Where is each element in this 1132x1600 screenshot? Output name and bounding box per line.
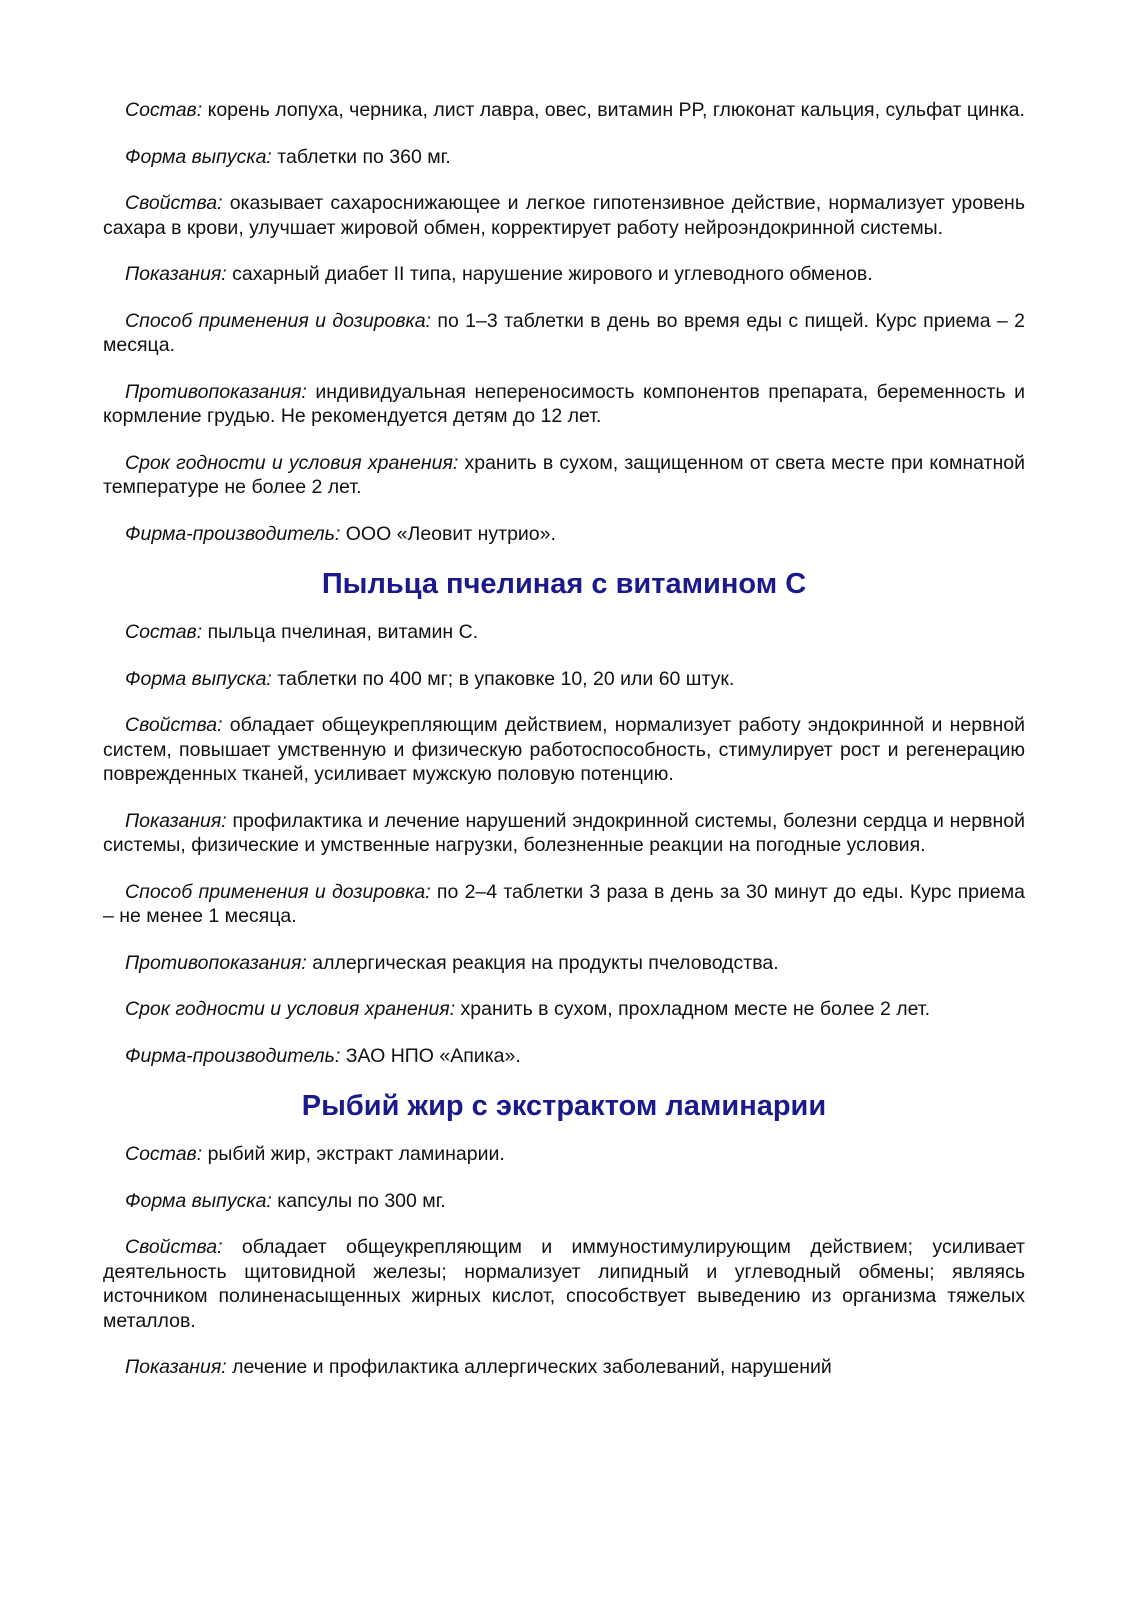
product-heading: Рыбий жир с экстрактом ламинарии [301,1090,827,1122]
paragraph-properties [103,1235,1025,1333]
field-label: Показания: [125,1356,227,1378]
product-section-1 [103,98,1025,546]
field-label: Состав: [125,621,203,643]
paragraph-release-form [103,667,1025,692]
field-label: Свойства: [125,192,223,214]
field-label: Форма выпуска: [125,1189,272,1212]
paragraph-contraindications [103,951,1025,976]
field-text: по 1–3 таблетки в день во время еды с пищей. Курс приема – 2 месяца. [103,309,1025,356]
field-label: Состав: [125,1143,203,1165]
field-text: обладает общеукрепляющим и иммуностимулирующим действием; усиливает деятельность щитовидной железы; нормализует липидный и углеводный обмены; являясь источником полиненасыщенных жирных кислот, способствует выведению из организма тяжелых металлов. [103,1236,1025,1332]
field-text: обладает общеукрепляющим действием, нормализует работу эндокринной и нервной систем, повышает умственную и физическую работоспособность, стимулирует рост и регенерацию поврежденных тканей, усиливает мужскую половую потенцию. [103,714,1025,785]
field-text: ООО «Леовит нутрио». [340,522,556,545]
paragraph-indications [103,262,1025,287]
product-section-2 [103,566,1025,1068]
field-label: Срок годности и условия хранения: [125,998,456,1020]
field-label: Показания: [125,263,227,285]
product-heading: Пыльца пчелиная с витамином С [321,568,807,600]
field-label: Срок годности и условия хранения: [125,451,459,474]
field-label: Фирма-производитель: [125,1044,341,1067]
field-label: Свойства: [125,714,223,736]
paragraph-composition [103,620,1025,645]
field-label: Противопоказания: [125,951,307,974]
paragraph-release-form [103,145,1025,170]
paragraph-properties [103,713,1025,787]
field-label: Форма выпуска: [125,145,272,168]
paragraph-indications [103,1355,1025,1380]
field-text: таблетки по 400 мг; в упаковке 10, 20 или 60 штук. [271,667,735,690]
field-text: капсулы по 300 мг. [271,1189,446,1212]
paragraph-contraindications [103,380,1025,429]
paragraph-properties [103,191,1025,240]
field-label: Противопоказания: [125,380,307,403]
paragraph-dosage [103,880,1025,929]
paragraph-release-form [103,1189,1025,1214]
paragraph-manufacturer [103,522,1025,547]
document-page [103,98,1025,1402]
field-label: Фирма-производитель: [125,522,341,545]
field-text: лечение и профилактика аллергических заболеваний, нарушений [226,1356,832,1378]
field-label: Показания: [125,809,227,832]
field-text: профилактика и лечение нарушений эндокринной системы, болезни сердца и нервной системы, физические и умственные нагрузки, болезненные реакции на погодные условия. [103,809,1025,856]
field-text: пыльца пчелиная, витамин С. [202,621,479,643]
paragraph-dosage [103,309,1025,358]
field-text: таблетки по 360 мг. [271,145,451,168]
paragraph-storage [103,997,1025,1022]
field-text: оказывает сахароснижающее и легкое гипотензивное действие, нормализует уровень сахара в крови, улучшает жировой обмен, корректирует работу нейроэндокринной системы. [103,192,1025,239]
field-label: Состав: [125,99,203,121]
field-label: Свойства: [125,1236,223,1258]
field-text: хранить в сухом, прохладном месте не более 2 лет. [455,998,930,1020]
product-section-3 [103,1088,1025,1380]
field-text: по 2–4 таблетки 3 раза в день за 30 минут до еды. Курс приема – не менее 1 месяца. [103,880,1025,927]
field-label: Форма выпуска: [125,667,272,690]
field-text: сахарный диабет II типа, нарушение жирового и углеводного обменов. [226,263,873,285]
field-label: Способ применения и дозировка: [125,309,432,332]
field-text: корень лопуха, черника, лист лавра, овес, витамин PP, глюконат кальция, сульфат цинка. [202,99,1025,121]
paragraph-composition [103,98,1025,123]
paragraph-storage [103,451,1025,500]
paragraph-composition [103,1142,1025,1167]
paragraph-indications [103,809,1025,858]
paragraph-manufacturer [103,1044,1025,1069]
field-text: аллергическая реакция на продукты пчеловодства. [306,951,779,974]
field-text: индивидуальная непереносимость компонентов препарата, беременность и кормление грудью. Не рекомендуется детям до 12 лет. [103,380,1025,427]
field-label: Способ применения и дозировка: [125,880,431,903]
field-text: хранить в сухом, защищенном от света месте при комнатной температуре не более 2 лет. [103,451,1025,498]
field-text: рыбий жир, экстракт ламинарии. [202,1143,505,1165]
field-text: ЗАО НПО «Апика». [340,1044,521,1067]
